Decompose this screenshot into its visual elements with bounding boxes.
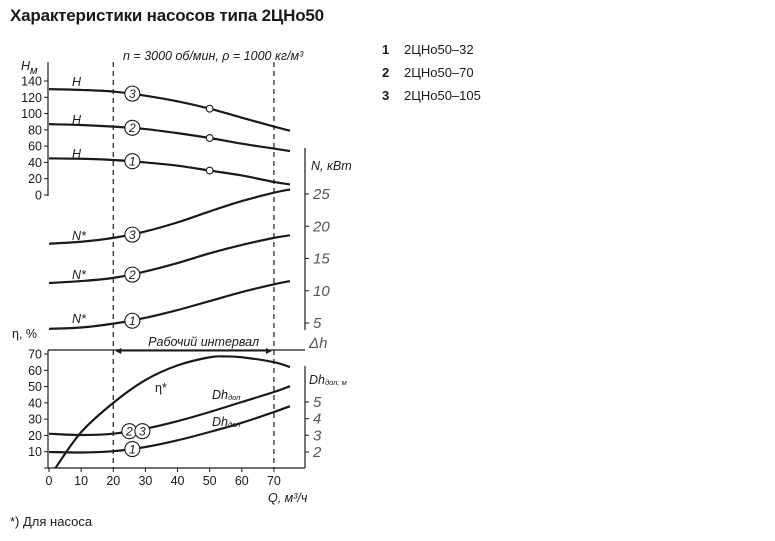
legend-number: 1 [382,42,390,57]
legend-number: 2 [382,65,390,80]
h-tick-label: 120 [21,90,42,105]
x-tick-label: 30 [138,474,153,488]
operating-point [206,105,213,112]
series-marker [125,227,140,242]
series-line [49,124,290,151]
series-name-label: N* [72,312,86,326]
series-name-main: Dh [212,388,228,402]
n-tick-label: 25 [313,186,330,203]
series-name-main: Dh [212,415,228,429]
operating-point [206,135,213,142]
footnote: *) Для насоса [10,514,93,529]
dh-unit-sub: доп, м [324,378,347,387]
x-tick-label: 70 [266,474,281,488]
series-name-sub: доп [227,420,241,429]
series-marker [125,120,140,135]
h-tick-label: 0 [35,188,42,203]
n-axis-title: N, кВт [311,159,352,173]
h-tick-label: 80 [28,123,42,138]
series-marker [125,86,140,101]
series-marker [125,267,140,282]
interval-label: Рабочий интервал [148,335,260,349]
dh-axis-title: Δh [309,335,328,352]
n-tick-label: 10 [313,282,330,300]
series-name-label: N* [72,268,86,282]
conditions-label: n = 3000 об/мин, ρ = 1000 кг/м³ [123,49,304,63]
h-tick-label: 40 [28,155,42,170]
h-tick-label: 140 [21,74,42,89]
series-name-label: N* [72,229,86,243]
series-marker-number: 3 [128,227,136,242]
h-tick-label: 20 [28,172,42,187]
x-tick-label: 0 [45,474,53,488]
n-tick-label: 20 [313,218,330,236]
series-name-label [212,388,240,402]
labels-layer [72,49,304,457]
eta-tick-label: 60 [28,363,42,378]
chart-title: Характеристики насосов типа 2ЦНо50 [10,6,324,25]
series-marker [125,313,140,328]
x-tick-label: 20 [106,474,121,488]
series-name-label: H [72,75,82,89]
dh-tick-label: 4 [313,410,322,428]
interval-arrow-left [115,348,121,354]
h-tick-label: 100 [21,107,42,122]
legend-label: 2ЦНо50–32 [404,42,474,57]
series-name-label [212,415,240,429]
dh-unit-label [309,373,347,387]
series-name-sub: доп [227,393,241,402]
x-axis-title: Q, м³/ч [268,491,308,505]
series-name-label: H [72,113,82,127]
series-marker-number: 2 [128,267,136,282]
series-marker-number: 3 [138,424,146,439]
x-tick-label: 50 [202,474,217,488]
series-marker-number: 2 [128,121,136,136]
eta-tick-label: 10 [28,445,42,460]
series-marker [135,424,150,439]
dh-tick-label: 5 [313,394,322,411]
eta-tick-label: 70 [28,347,42,362]
series-marker [125,442,140,457]
h-axis-title-main: H [21,59,31,73]
series-line [49,158,290,184]
h-tick-label: 60 [28,139,42,154]
legend-label: 2ЦНо50–105 [404,88,481,103]
series-marker [125,154,140,169]
eta-tick-label: 40 [28,396,42,411]
interval-arrow-right [266,348,272,354]
eta-tick-label: 30 [28,412,42,427]
series-marker-number: 1 [128,442,136,457]
x-tick-label: 40 [170,474,185,488]
eta-tick-label: 20 [28,428,42,443]
series-marker-number: 1 [128,154,136,169]
x-tick-label: 10 [74,474,89,488]
series-name-label: η* [155,381,167,395]
n-tick-label: 5 [313,315,322,332]
dh-tick-label: 3 [313,427,322,445]
operating-point [206,167,213,174]
x-tick-label: 60 [234,474,249,488]
series-marker-number: 2 [125,424,133,439]
n-tick-label: 15 [313,250,330,268]
series-marker-number: 1 [128,313,136,328]
legend-label: 2ЦНо50–70 [404,65,474,80]
eta-axis-title: η, % [12,327,38,341]
h-axis-title-unit: м [30,65,38,77]
series-marker-number: 3 [128,86,136,101]
eta-tick-label: 50 [28,380,42,395]
dh-unit-main: Dh [309,373,325,387]
legend-number: 3 [382,88,390,103]
series-name-label: H [72,147,82,161]
dh-tick-label: 2 [313,444,322,461]
